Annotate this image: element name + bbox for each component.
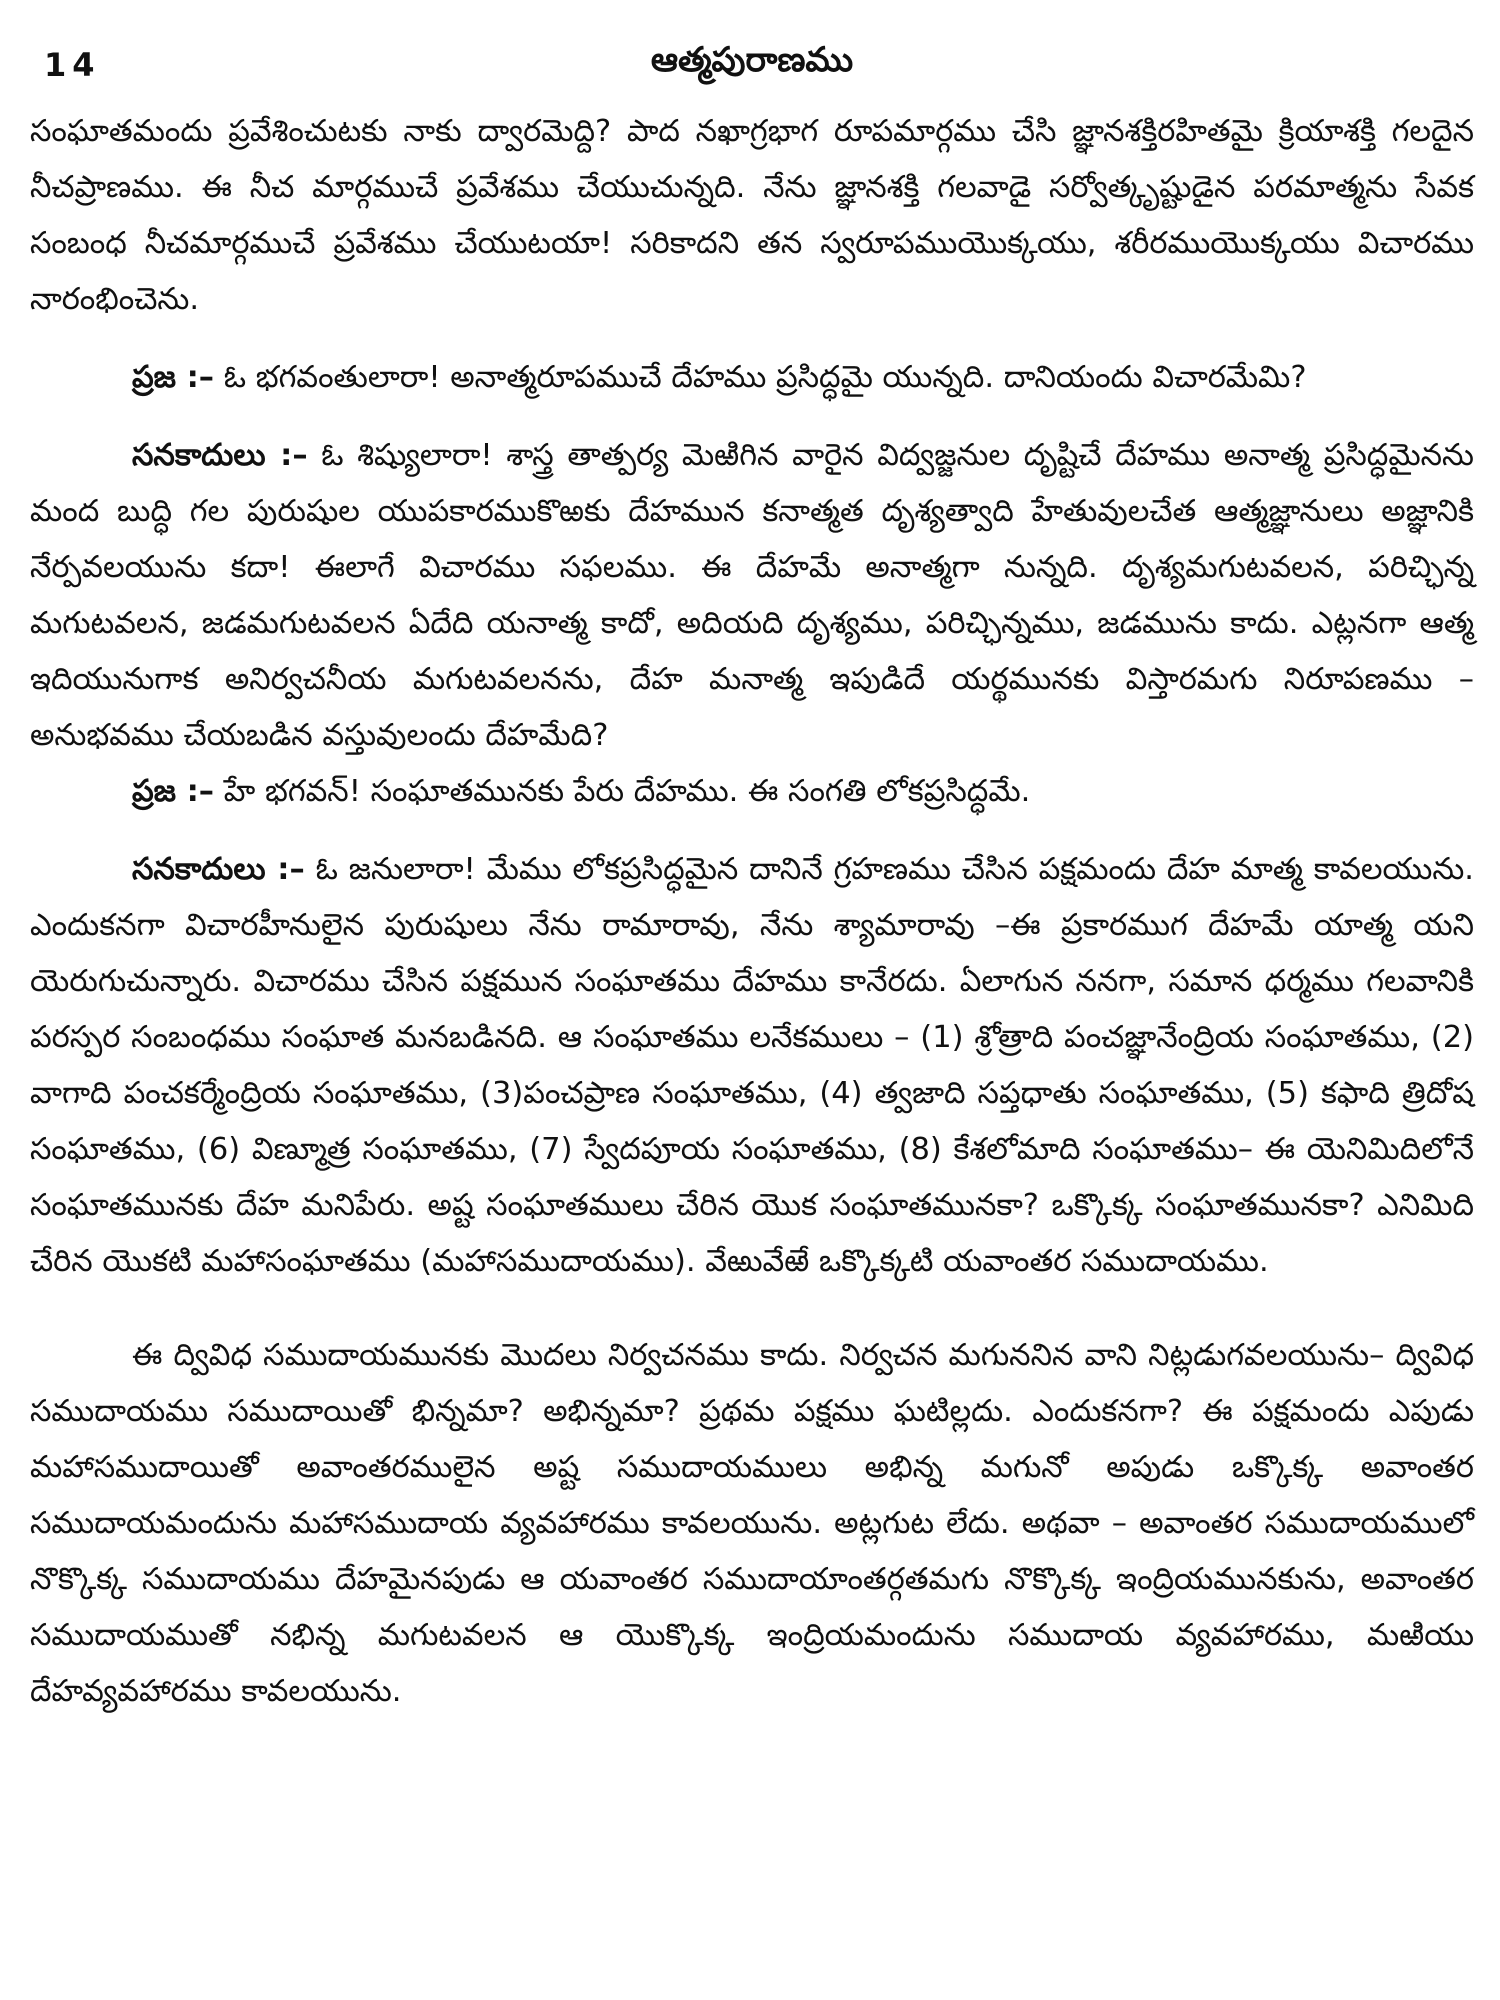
paragraph-text: ఓ శిష్యులారా! శాస్త్ర తాత్పర్య మెఱిగిన వారైన విద్వజ్జనుల దృష్టిచే దేహము అనాత్మ ప్రసిద్ధమైనను మంద బుద్ధి గల పురుషుల యుపకారముకొఱకు దేహమున కనాత్మత దృశ్యత్వాది హేతువులచేత ఆత్మజ్ఞానులు అజ్ఞానికి నేర్పవలయును కదా! ఈలాగే విచారము సఫలము. ఈ దేహమే అనాత్మగా నున్నది. దృశ్యమగుటవలన, పరిచ్ఛిన్న మగుటవలన, జడమగుటవలన ఏదేది యనాత్మ కాదో, అదియది దృశ్యము, పరిచ్ఛిన్నము, జడమును కాదు. ఎట్లనగా ఆత్మ ఇదియునుగాక అనిర్వచనీయ మగుటవలనను, దేహ మనాత్మ ఇపుడిదే యర్థమునకు విస్తారమగు నిరూపణము – అనుభవము చేయబడిన వస్తువులందు దేహమేది? (30, 438, 1474, 753)
page-number: 14 (44, 46, 101, 84)
page-body (30, 104, 1474, 1720)
paragraph-text: సంఘాతమందు ప్రవేశించుటకు నాకు ద్వారమెద్ది? పాద నఖాగ్రభాగ రూపమార్గము చేసి జ్ఞానశక్తిరహితమై క్రియాశక్తి గలదైన నీచప్రాణము. ఈ నీచ మార్గముచే ప్రవేశము చేయుచున్నది. నేను జ్ఞానశక్తి గలవాడై సర్వోత్కృష్టుడైన పరమాత్మను సేవక సంబంధ నీచమార్గముచే ప్రవేశము చేయుటయా! సరికాదని తన స్వరూపముయొక్కయు, శరీరముయొక్కయు విచారము నారంభించెను. (30, 114, 1474, 317)
paragraph-intro (30, 104, 1474, 328)
paragraph-text: హే భగవన్! సంఘాతమునకు పేరు దేహము. ఈ సంగతి లోకప్రసిద్ధమే. (223, 774, 1031, 809)
paragraph-text: ఈ ద్వివిధ సముదాయమునకు మొదలు నిర్వచనము కాదు. నిర్వచన మగుననిన వాని నిట్లడుగవలయును– ద్వివిధ సముదాయము సముదాయితో భిన్నమా? అభిన్నమా? ప్రథమ పక్షము ఘటిల్లదు. ఎందుకనగా? ఈ పక్షమందు ఎపుడు మహాసముదాయితో అవాంతరములైన అష్ట సముదాయములు అభిన్న మగునో అపుడు ఒక్కొక్క అవాంతర సముదాయమందును మహాసముదాయ వ్యవహారము కావలయును. అట్లగుట లేదు. అథవా – అవాంతర సముదాయములో నొక్కొక్క సముదాయము దేహమైనపుడు ఆ యవాంతర సముదాయాంతర్గతమగు నొక్కొక్క ఇంద్రియమునకును, అవాంతర సముదాయముతో నభిన్న మగుటవలన ఆ యొక్కొక్క ఇంద్రియమందును సముదాయ వ్యవహారము, మఱియు దేహవ్యవహారము కావలయును. (30, 1338, 1474, 1709)
paragraph-dialogue (30, 428, 1474, 764)
speaker-label: సనకాదులు :– (132, 438, 308, 473)
speaker-label: ప్రజ :– (132, 360, 215, 395)
page-header (30, 34, 1474, 90)
paragraph-dialogue (30, 350, 1474, 406)
speaker-label: సనకాదులు :– (132, 852, 305, 887)
paragraph-dialogue (30, 842, 1474, 1290)
paragraph-text: ఓ భగవంతులారా! అనాత్మరూపముచే దేహము ప్రసిద్ధమై యున్నది. దానియందు విచారమేమి? (223, 360, 1307, 395)
paragraph-body (30, 1328, 1474, 1720)
paragraph-text: ఓ జనులారా! మేము లోకప్రసిద్ధమైన దానినే గ్రహణము చేసిన పక్షమందు దేహ మాత్మ కావలయును. ఎందుకనగా విచారహీనులైన పురుషులు నేను రామారావు, నేను శ్యామారావు –ఈ ప్రకారముగ దేహమే యాత్మ యని యెరుగుచున్నారు. విచారము చేసిన పక్షమున సంఘాతము దేహము కానేరదు. ఏలాగున ననగా, సమాన ధర్మము గలవానికి పరస్పర సంబంధము సంఘాత మనబడినది. ఆ సంఘాతము లనేకములు – (1) శ్రోత్రాది పంచజ్ఞానేంద్రియ సంఘాతము, (2) వాగాది పంచకర్మేంద్రియ సంఘాతము, (3)పంచప్రాణ సంఘాతము, (4) త్వజాది సప్తధాతు సంఘాతము, (5) కఫాది త్రిదోష సంఘాతము, (6) విణ్మూత్ర సంఘాతము, (7) స్వేదపూయ సంఘాతము, (8) కేశలోమాది సంఘాతము– ఈ యెనిమిదిలోనే సంఘాతమునకు దేహ మనిపేరు. అష్ట సంఘాతములు చేరిన యొక సంఘాతమునకా? ఒక్కొక్క సంఘాతమునకా? ఎనిమిది చేరిన యొకటి మహాసంఘాతము (మహాసముదాయము). వేఱువేఱే ఒక్కొక్కటి యవాంతర సముదాయము. (30, 852, 1474, 1279)
paragraph-dialogue (30, 764, 1474, 820)
page-title: ఆత్మపురాణము (650, 40, 854, 80)
speaker-label: ప్రజ :– (132, 774, 215, 809)
